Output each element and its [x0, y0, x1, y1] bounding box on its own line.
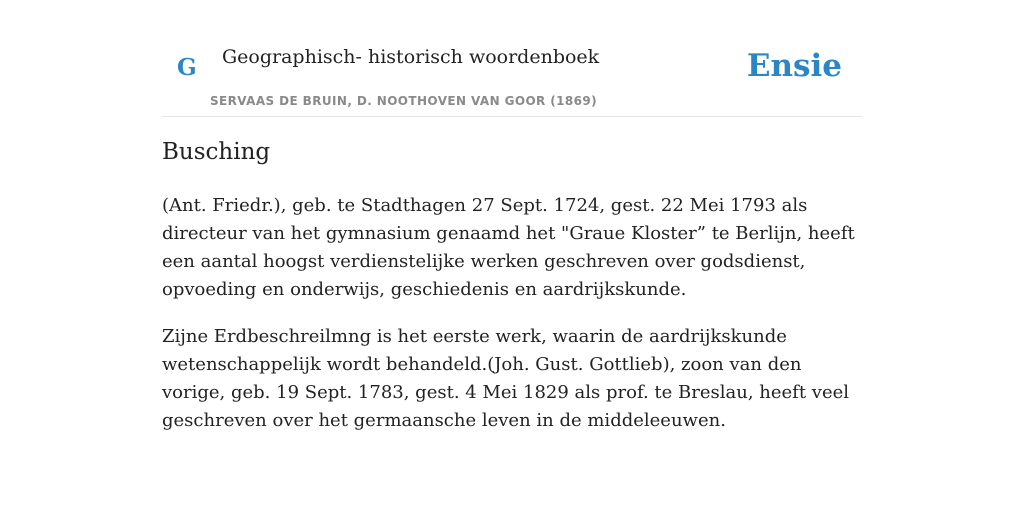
book-header: [162, 0, 862, 117]
entry-paragraph: (Ant. Friedr.), geb. te Stadthagen 27 Sept. 1724, gest. 22 Mei 1793 als directeur van het gymnasium genaamd het "Graue Kloster” te Berlijn, heeft een aantal hoogst verdienstelijke werken geschreven over godsdienst, opvoeding en onderwijs, geschiedenis en aardrijkskunde.: [162, 195, 855, 300]
entry-title: Busching: [162, 139, 271, 165]
entry-body: [162, 192, 862, 454]
book-title[interactable]: Geographisch- historisch woordenboek: [222, 46, 600, 68]
entry-paragraph: Zijne Erdbeschreilmng is het eerste werk, waarin de aardrijkskunde wetenschappelijk wordt behandeld.(Joh. Gust. Gottlieb), zoon van den vorige, geb. 19 Sept. 1783, gest. 4 Mei 1829 als prof. te Breslau, heeft veel geschreven over het germaansche leven in de middeleeuwen.: [162, 326, 850, 431]
page-container: [162, 0, 862, 431]
book-authors: SERVAAS DE BRUIN, D. NOOTHOVEN VAN GOOR (1869): [210, 94, 598, 108]
book-letter-icon[interactable]: G: [177, 54, 197, 81]
ensie-logo[interactable]: Ensie: [746, 48, 842, 84]
